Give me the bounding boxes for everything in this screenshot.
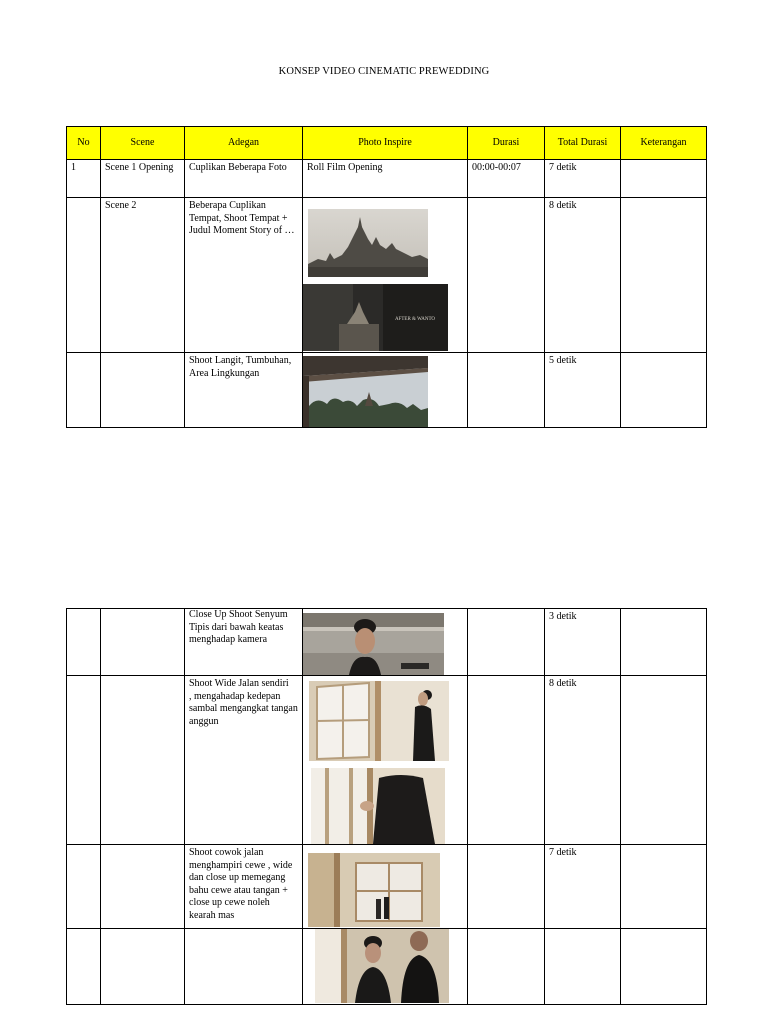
cell-durasi [468,353,545,428]
table-row [67,929,707,1005]
cell-keterangan [621,609,707,676]
cell-scene: Scene 1 Opening [101,160,185,198]
cell-durasi [468,198,545,353]
cell-keterangan [621,676,707,845]
document-title: KONSEP VIDEO CINEMATIC PREWEDDING [278,66,490,77]
cell-scene [101,353,185,428]
cell-no [67,353,101,428]
cell-photo-inspire [303,353,468,428]
window-hand-photo [311,768,445,844]
cell-no: 1 [67,160,101,198]
cell-adegan: Beberapa Cuplikan Tempat, Shoot Tempat + Judul Moment Story of … [185,198,303,353]
cell-scene [101,676,185,845]
cell-photo-inspire [303,609,468,676]
cell-photo-inspire [303,929,468,1005]
cell-photo-inspire [303,198,468,353]
cell-no [67,198,101,353]
cell-no [67,929,101,1005]
cell-scene: Scene 2 [101,198,185,353]
cell-scene [101,609,185,676]
cell-adegan: Shoot cowok jalan menghampiri cewe , wide dan close up memegang bahu cewe atau tangan + close up cewe noleh kearah mas [185,845,303,929]
cell-keterangan [621,929,707,1005]
cell-durasi [468,929,545,1005]
cell-total-durasi: 7 detik [545,160,621,198]
cell-total-durasi: 7 detik [545,845,621,929]
cell-keterangan [621,845,707,929]
column-header-no: No [67,127,101,160]
cell-durasi [468,676,545,845]
temple-title-card-photo [303,284,448,351]
cell-keterangan [621,160,707,198]
table-header-row [67,127,707,160]
couple-window-photo [308,853,440,927]
cell-photo-inspire [303,676,468,845]
column-header-scene: Scene [101,127,185,160]
table-row [67,609,707,676]
table-row [67,353,707,428]
cell-total-durasi: 8 detik [545,676,621,845]
cell-total-durasi: 3 detik [545,609,621,676]
table-row [67,160,707,198]
cell-photo-inspire: Roll Film Opening [303,160,468,198]
closeup-portrait-photo [303,613,444,675]
cell-scene [101,929,185,1005]
window-wide-photo [309,681,449,761]
storyboard-table-page-1 [66,126,707,428]
sky-roof-photo [303,356,428,427]
couple-closeup-photo [315,929,449,1003]
cell-durasi [468,845,545,929]
cell-photo-inspire [303,845,468,929]
column-header-keterangan: Keterangan [621,127,707,160]
table-row [67,676,707,845]
column-header-adegan: Adegan [185,127,303,160]
cell-adegan: Shoot Wide Jalan sendiri , mengahadap kedepan sambal mengangkat tangan anggun [185,676,303,845]
cell-adegan: Close Up Shoot Senyum Tipis dari bawah keatas menghadap kamera [185,609,303,676]
table-row [67,845,707,929]
cell-no [67,609,101,676]
cell-total-durasi: 8 detik [545,198,621,353]
cell-total-durasi [545,929,621,1005]
table-row [67,198,707,353]
cell-total-durasi: 5 detik [545,353,621,428]
cell-durasi [468,609,545,676]
cell-keterangan [621,198,707,353]
cell-keterangan [621,353,707,428]
cell-durasi: 00:00-00:07 [468,160,545,198]
cell-no [67,845,101,929]
title-card-overlay-text: AFTER & WANTO [394,317,436,322]
column-header-durasi: Durasi [468,127,545,160]
storyboard-table-page-2 [66,608,707,1005]
cell-adegan [185,929,303,1005]
cell-adegan: Cuplikan Beberapa Foto [185,160,303,198]
cell-scene [101,845,185,929]
column-header-total-durasi: Total Durasi [545,127,621,160]
column-header-photo-inspire: Photo Inspire [303,127,468,160]
cell-no [67,676,101,845]
cell-adegan: Shoot Langit, Tumbuhan, Area Lingkungan [185,353,303,428]
temple-silhouette-photo [308,209,428,277]
